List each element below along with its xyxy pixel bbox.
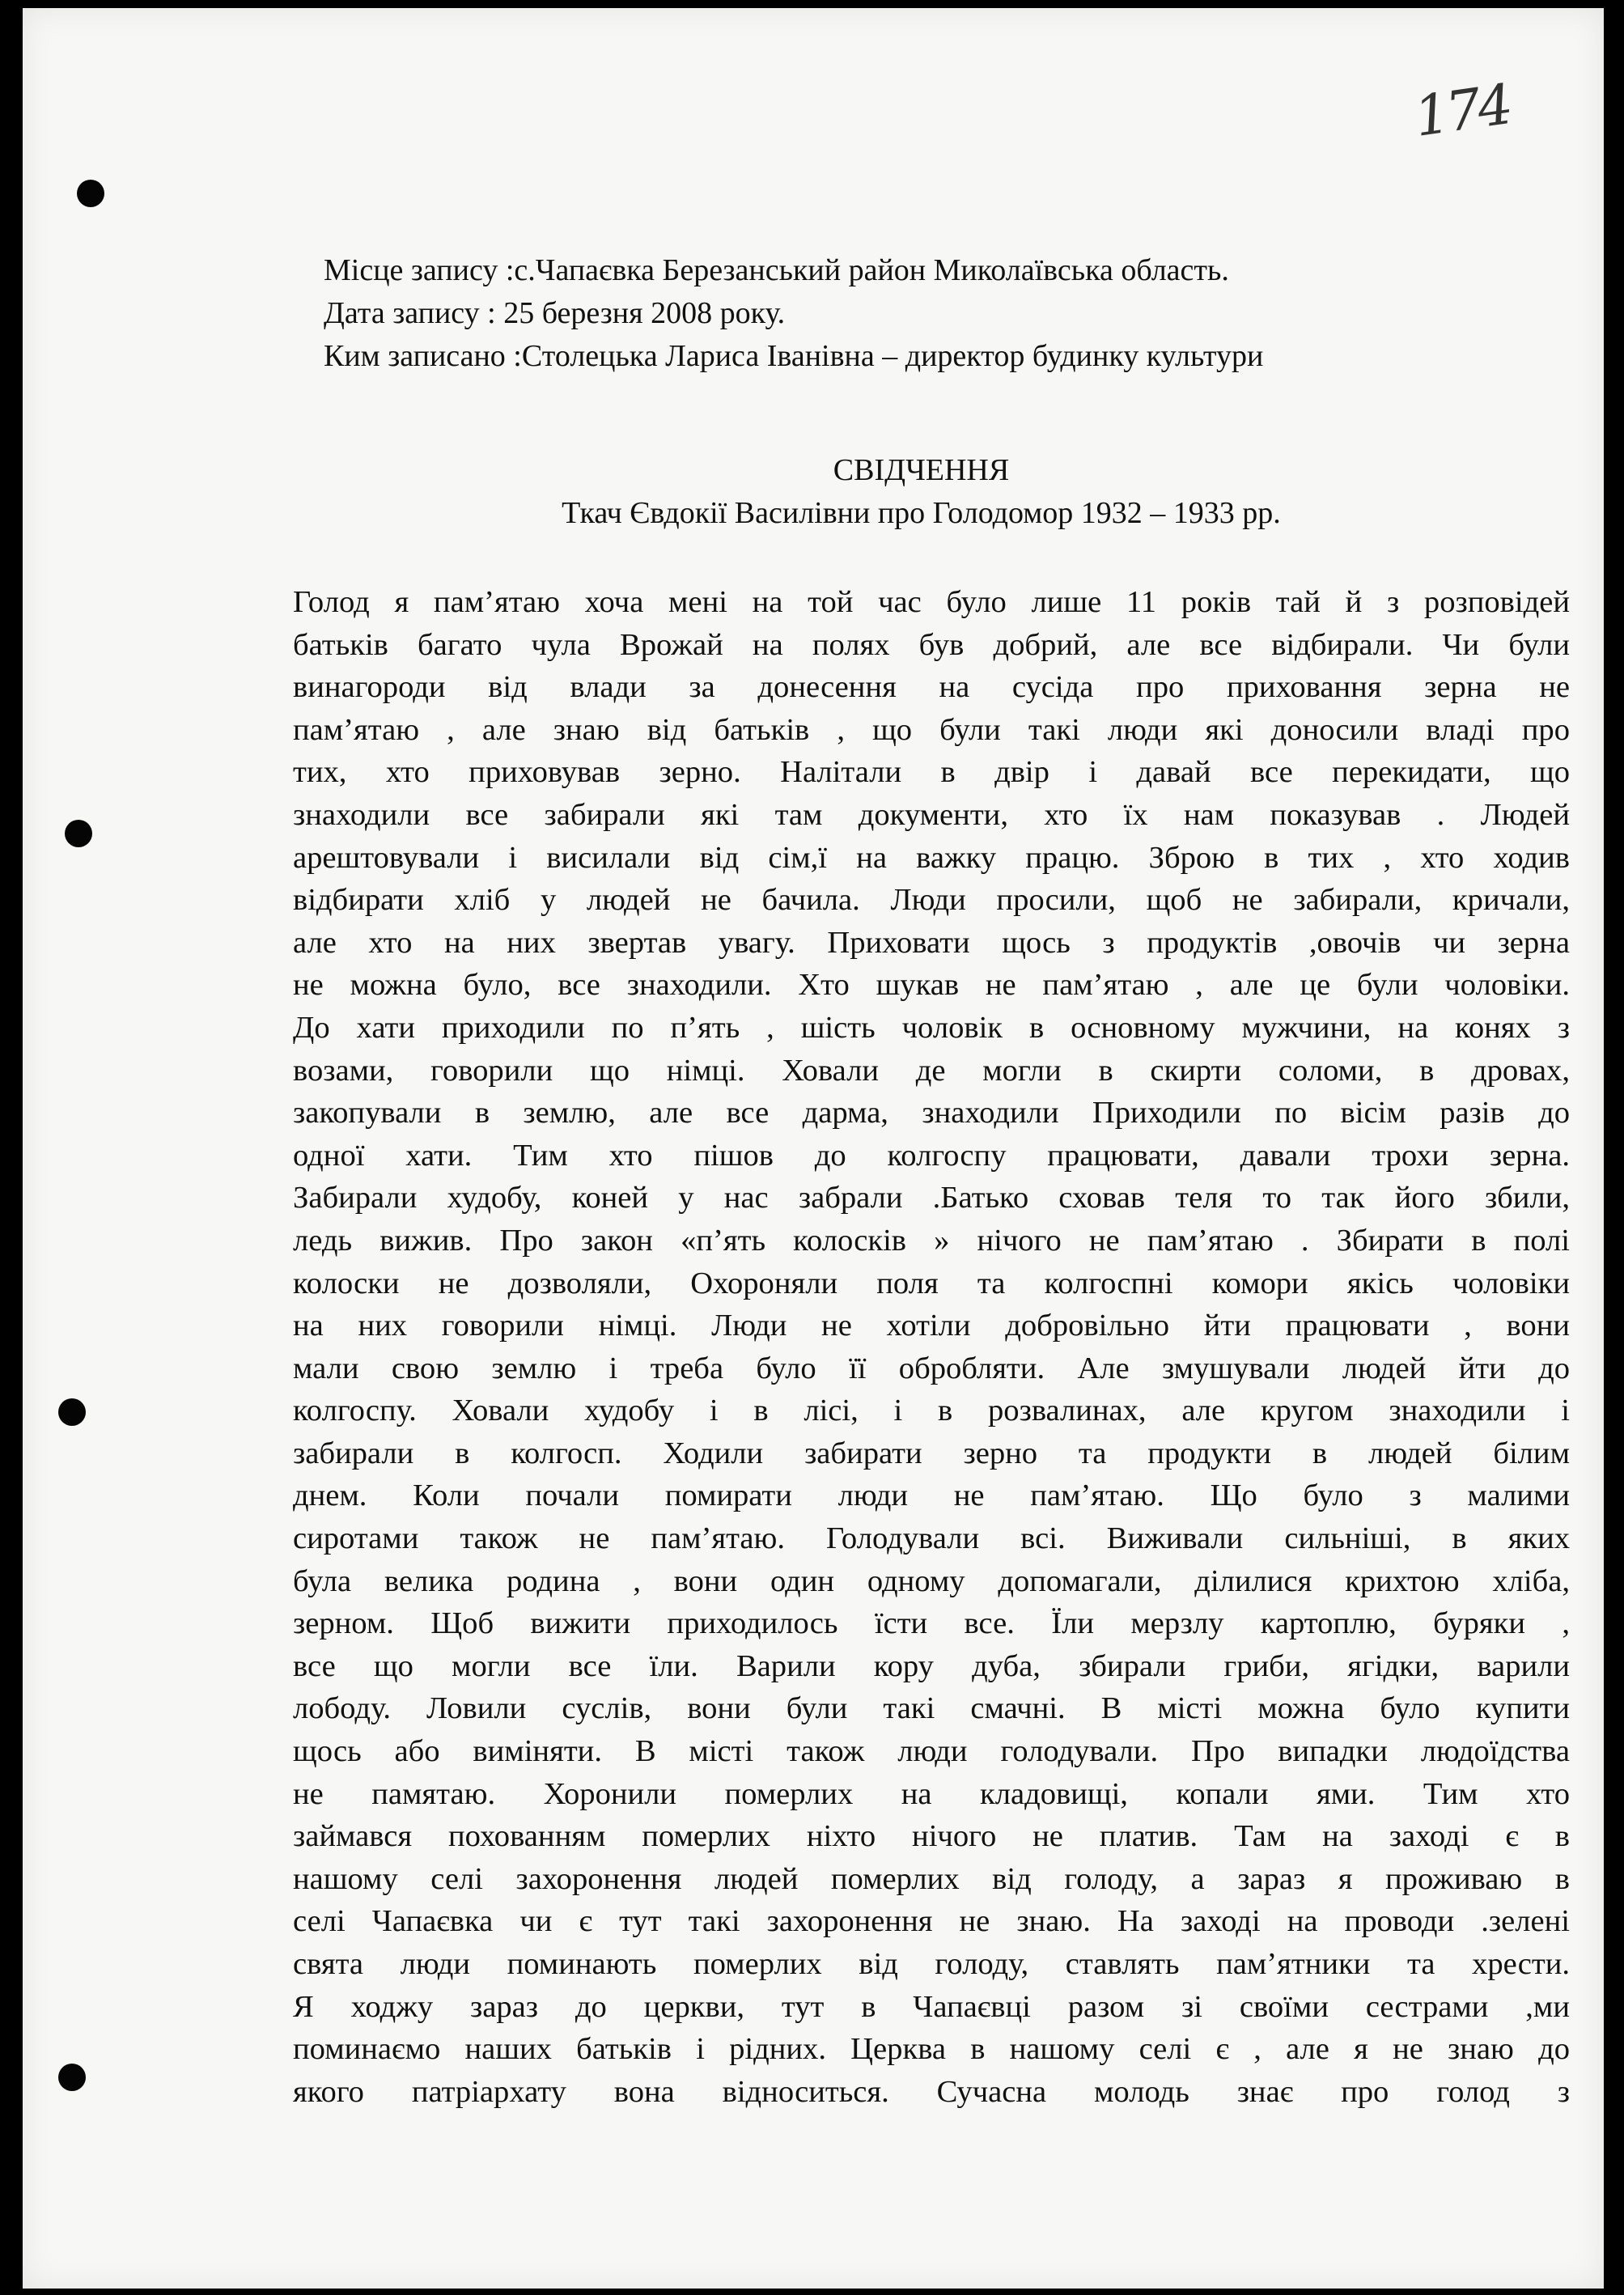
text-line [293, 1900, 1570, 1943]
text-line-content: якого патріархату вона відноситься. Сучасна молодь знає про голод з [293, 2074, 1570, 2109]
text-line [293, 1986, 1570, 2029]
text-line-content: Я ходжу зараз до церкви, тут в Чапаєвці разом зі своїми сестрами ,ми [293, 1989, 1570, 2024]
text-line-content: поминаємо наших батьків і рідних. Церква в нашому селі є , але я не знаю до [293, 2032, 1570, 2067]
text-line [293, 1135, 1570, 1177]
text-line-content: забирали в колгосп. Ходили забирати зерно та продукти в людей білим [293, 1436, 1570, 1470]
page-number: 174 [1410, 73, 1514, 150]
text-line-content: селі Чапаєвка чи є тут такі захоронення не знаю. На заході на проводи .зелені [293, 1904, 1570, 1939]
text-line-content: сиротами також не пам’ятаю. Голодували всі. Виживали сильніші, в яких [293, 1521, 1570, 1556]
text-line-content: лободу. Ловили суслів, вони були такі смачні. В місті можна було купити [293, 1691, 1570, 1726]
text-line-content: знаходили все забирали які там документи, хто їх нам показував . Людей [293, 797, 1570, 832]
testimony-body [293, 581, 1570, 2113]
document-title-block [0, 449, 1624, 535]
text-line [293, 1177, 1570, 1220]
text-line [293, 1007, 1570, 1050]
text-line [293, 1815, 1570, 1858]
text-line-content: щось або виміняти. В місті також люди голодували. Про випадки людоїдства [293, 1734, 1570, 1769]
record-date: Дата запису : 25 березня 2008 року. [324, 296, 786, 330]
text-line-content: одної хати. Тим хто пішов до колгоспу працювати, давали трохи зерна. [293, 1138, 1570, 1173]
text-line-content: колгоспу. Ховали худобу і в лісі, і в розвалинах, але кругом знаходили і [293, 1394, 1570, 1428]
text-line-content: тих, хто приховував зерно. Налітали в двір і давай все перекидати, що [293, 755, 1570, 790]
text-line [293, 1730, 1570, 1773]
text-line [293, 837, 1570, 880]
text-line [293, 2071, 1570, 2114]
text-line [293, 1687, 1570, 1730]
text-line-content: днем. Коли почали помирати люди не пам’ятаю. Що було з малими [293, 1478, 1570, 1513]
text-line-content: батьків багато чула Врожай на полях був добрий, але все відбирали. Чи були [293, 627, 1570, 662]
text-line-content: нашому селі захоронення людей померлих від голоду, а зараз я проживаю в [293, 1861, 1570, 1896]
text-line-content: Забирали худобу, коней у нас забрали .Батько сховав теля то так його збили, [293, 1181, 1570, 1215]
text-line-content: на них говорили німці. Люди не хотіли добровільно йти працювати , вони [293, 1309, 1570, 1343]
text-line [293, 709, 1570, 752]
text-line-content: була велика родина , вони один одному допомагали, ділилися крихтою хліба, [293, 1563, 1570, 1598]
text-line [293, 1220, 1570, 1262]
text-line-content: возами, говорили що німці. Ховали де могли в скирти соломи, в дровах, [293, 1053, 1570, 1088]
record-place: Місце запису :с.Чапаєвка Березанський район Миколаївська область. [324, 253, 1229, 287]
text-line [293, 1474, 1570, 1517]
text-line-content: але хто на них звертав увагу. Приховати щось з продуктів ,овочів чи зерна [293, 925, 1570, 960]
text-line [293, 1602, 1570, 1645]
record-header [324, 249, 1586, 378]
text-line [293, 1517, 1570, 1560]
document-title: СВІДЧЕННЯ [833, 453, 1010, 487]
punch-hole [58, 1398, 86, 1426]
record-author: Ким записано :Столецька Лариса Іванівна – директор будинку культури [324, 339, 1264, 373]
text-line [293, 2028, 1570, 2071]
text-line [293, 1304, 1570, 1347]
text-line-content: зерном. Щоб вижити приходилось їсти все. Їли мерзлу картоплю, буряки , [293, 1606, 1570, 1641]
document-subtitle: Ткач Євдокії Василівни про Голодомор 1932 – 1933 рр. [562, 496, 1281, 530]
text-line [293, 666, 1570, 709]
text-line [293, 1645, 1570, 1688]
text-line [293, 1432, 1570, 1475]
text-line [293, 1050, 1570, 1092]
text-line [293, 1389, 1570, 1432]
text-line-content: відбирати хліб у людей не бачила. Люди просили, щоб не забирали, кричали, [293, 883, 1570, 918]
text-line [293, 1773, 1570, 1816]
text-line-content: колоски не дозволяли, Охороняли поля та колгоспні комори якісь чоловіки [293, 1266, 1570, 1300]
text-line [293, 1560, 1570, 1603]
text-line [293, 1943, 1570, 1986]
text-line-content: займався похованням померлих ніхто нічого не платив. Там на заході є в [293, 1819, 1570, 1854]
text-line-content: свята люди поминають померлих від голоду, ставлять пам’ятники та хрести. [293, 1947, 1570, 1981]
text-line-content: все що могли все їли. Варили кору дуба, збирали гриби, ягідки, варили [293, 1648, 1570, 1683]
text-line-content: Голод я пам’ятаю хоча мені на той час було лише 11 років тай й з розповідей [293, 585, 1570, 619]
text-line-content: закопували в землю, але все дарма, знаходили Приходили по вісім разів до [293, 1096, 1570, 1131]
text-line-content: винагороди від влади за донесення на сусіда про приховання зерна не [293, 670, 1570, 705]
text-line [293, 879, 1570, 922]
text-line [293, 794, 1570, 837]
text-line-content: До хати приходили по п’ять , шість чоловік в основному мужчини, на конях з [293, 1010, 1570, 1045]
text-line [293, 751, 1570, 794]
text-line [293, 1262, 1570, 1305]
text-line-content: арештовували і висилали від сім,ї на важку працю. Зброю в тих , хто ходив [293, 840, 1570, 875]
text-line [293, 1858, 1570, 1901]
text-line [293, 624, 1570, 667]
punch-hole [77, 180, 104, 207]
text-line [293, 581, 1570, 624]
text-line-content: пам’ятаю , але знаю від батьків , що були такі люди які доносили владі про [293, 712, 1570, 747]
text-line [293, 964, 1570, 1007]
text-line [293, 1347, 1570, 1390]
text-line [293, 1092, 1570, 1135]
text-line-content: не можна було, все знаходили. Хто шукав не пам’ятаю , але це були чоловіки. [293, 968, 1570, 1003]
punch-hole [58, 2064, 86, 2091]
text-line-content: ледь вижив. Про закон «п’ять колосків » нічого не пам’ятаю . Збирати в полі [293, 1223, 1570, 1258]
text-line [293, 922, 1570, 965]
text-line-content: не памятаю. Хоронили померлих на кладовищі, копали ями. Тим хто [293, 1776, 1570, 1811]
text-line-content: мали свою землю і треба було її обробляти. Але змушували людей йти до [293, 1351, 1570, 1385]
punch-hole [65, 820, 92, 847]
